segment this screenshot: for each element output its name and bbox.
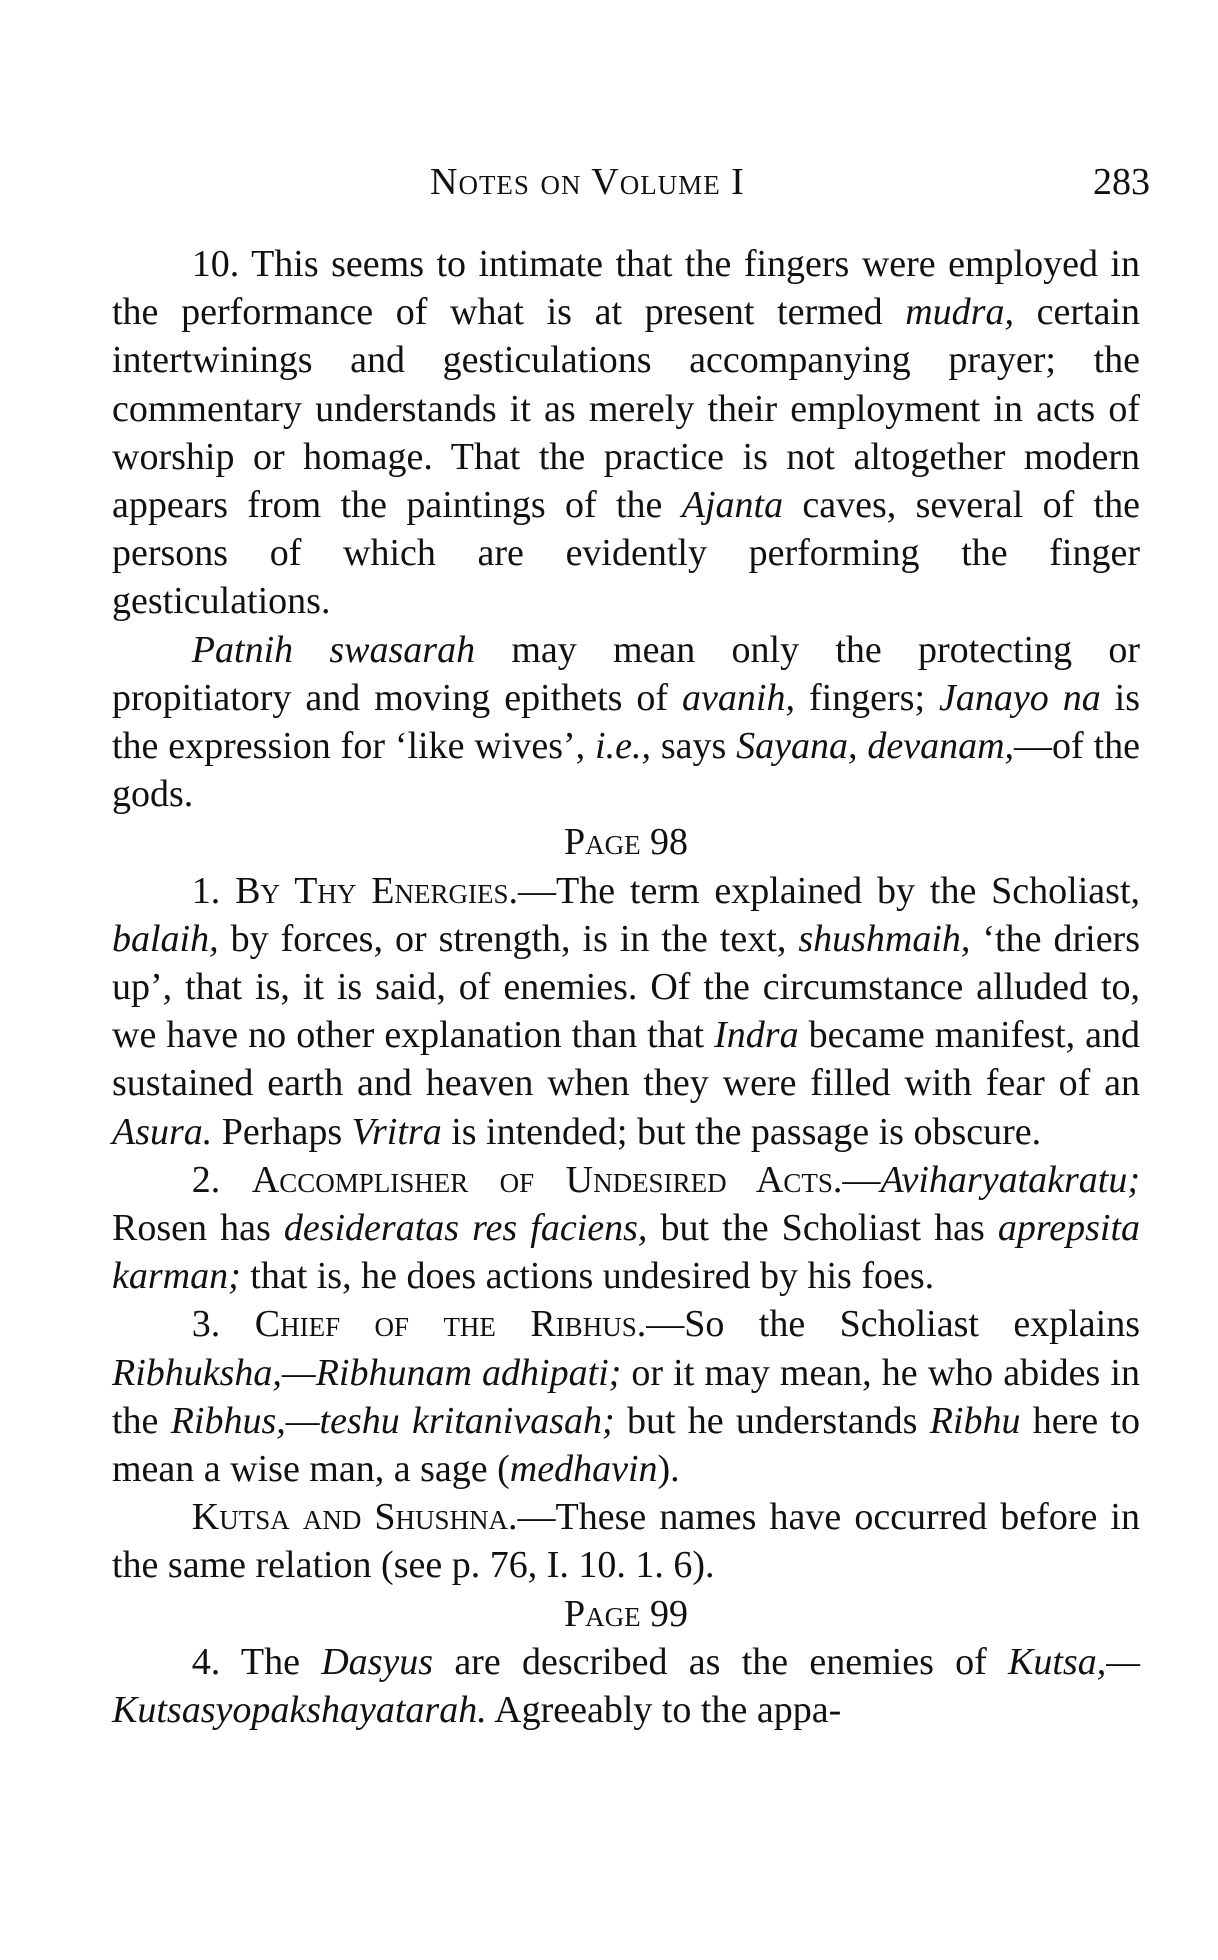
text-run: may mean only the protecting or propitiatory and moving epithets of [112, 628, 1140, 719]
paragraph [112, 240, 1140, 626]
text-run: —So the Scholiast explains [646, 1303, 1141, 1346]
text-run: —of the gods. [112, 725, 1140, 816]
text-run: here to mean a wise man, a sage ( [112, 1399, 1140, 1491]
text-run: became manifest, and sustained earth and heaven when they were filled with fear of an [112, 1014, 1140, 1105]
italic-term: Ribhuksha,—Ribhunam adhipati; [112, 1351, 622, 1394]
text-run: fingers; [794, 676, 939, 719]
text-run: or it may mean, he who abides in the [112, 1351, 1140, 1442]
italic-term: Indra [714, 1014, 799, 1057]
italic-term: Sayana, devanam, [736, 725, 1015, 768]
text-run: —The term explained by the Scholiast, [517, 869, 1140, 912]
italic-term: avanih, [682, 676, 795, 719]
body-text [112, 240, 1140, 1734]
page-number: 283 [1093, 161, 1150, 203]
text-run: ‘the driers up’, that is, it is said, of enemies. Of the circumstance alluded to, we have no other explanation than that [112, 917, 1140, 1057]
italic-term: Patnih swasarah [191, 628, 476, 671]
paragraph [112, 1493, 1140, 1589]
italic-term: Janayo na [939, 676, 1101, 719]
small-caps-heading: Kutsa and Shushna. [191, 1496, 518, 1539]
italic-term: Asura. [112, 1110, 213, 1153]
italic-term: Vritra [351, 1110, 442, 1153]
small-caps-heading: Chief of the Ribhus. [254, 1303, 647, 1346]
text-run: Page 99 [563, 1592, 689, 1635]
section-page-heading [112, 1590, 1140, 1638]
paragraph [112, 1156, 1140, 1301]
running-header [430, 160, 1150, 220]
text-run: Perhaps [212, 1110, 352, 1153]
small-caps-heading: Accomplisher of Undesired Acts. [251, 1158, 843, 1201]
text-run: — [842, 1158, 881, 1201]
text-run: says [650, 725, 737, 768]
text-run: certain intertwinings and gesticulations accompanying prayer; the commentary understands it as merely their employment in acts of worship or homage. That the practice is not altogether modern appears from the paintings of the [112, 291, 1140, 527]
section-page-heading [112, 818, 1140, 866]
text-run: ). [657, 1448, 680, 1491]
text-run: 10. This seems to intimate that the fingers were employed in the performance of what is at present termed [112, 243, 1140, 334]
text-run: but he understands [614, 1399, 930, 1442]
text-run: 2. [191, 1158, 252, 1201]
italic-term: Kutsa,—Kutsasyopakshayatarah. [112, 1640, 1140, 1732]
italic-term: i.e., [595, 725, 651, 768]
text-run: is the expression for ‘like wives’, [112, 676, 1141, 768]
italic-term: shushmaih, [798, 917, 971, 960]
italic-term: mudra, [905, 291, 1014, 334]
paragraph [112, 1638, 1140, 1734]
italic-term: desideratas res faciens, [283, 1207, 648, 1250]
text-run: —These names have occurred before in the same relation (see p. 76, I. 10. 1. 6). [112, 1496, 1140, 1587]
small-caps-heading: By Thy Energies. [235, 869, 518, 912]
text-run: Agreeably to the appa- [486, 1689, 842, 1732]
text-run: 3. [191, 1303, 255, 1346]
text-run: is intended; but the passage is obscure. [441, 1110, 1042, 1153]
paragraph [112, 1300, 1140, 1493]
text-run: that is, he does actions undesired by his foes. [240, 1255, 935, 1298]
italic-term: aprepsita karman; [112, 1207, 1141, 1298]
italic-term: Dasyus [321, 1640, 434, 1683]
italic-term: Ribhus,—teshu kritanivasah; [170, 1399, 615, 1442]
italic-term: Aviharyatakratu; [880, 1158, 1140, 1201]
text-run: Page 98 [563, 821, 689, 864]
running-title: Notes on Volume I [430, 161, 745, 203]
italic-term: Ajanta [681, 484, 784, 527]
italic-term: Ribhu [929, 1399, 1021, 1442]
text-run: caves, several of the persons of which are evidently performing the finger gesticulations. [112, 484, 1140, 623]
paragraph [112, 626, 1140, 819]
paragraph [112, 867, 1140, 1156]
text-run: 1. [191, 869, 236, 912]
text-run: are described as the enemies of [433, 1640, 1008, 1683]
text-run: 4. The [191, 1640, 322, 1683]
text-run: Rosen has [112, 1207, 284, 1250]
text-run: but the Scholiast has [647, 1207, 998, 1250]
italic-term: medhavin [509, 1448, 658, 1491]
text-run: by forces, or strength, is in the text, [218, 917, 799, 960]
italic-term: balaih, [112, 917, 219, 960]
